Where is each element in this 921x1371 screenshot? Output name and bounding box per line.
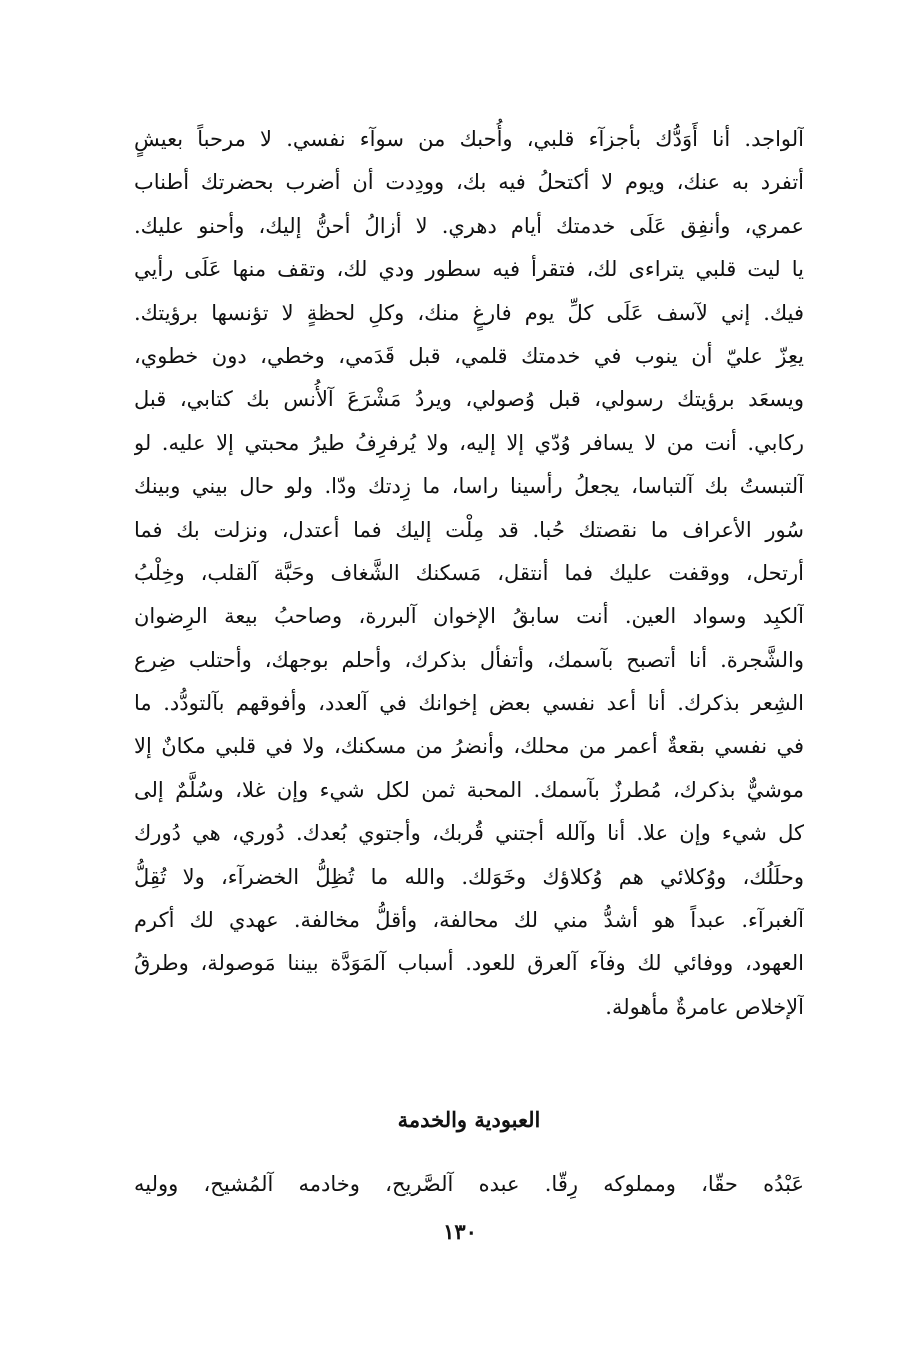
- text-line: أتفرد به عنك، ويوم لا أكتحلُ فيه بك، وودِدت أن أضرب بحضرتك أطناب: [134, 170, 804, 195]
- body-text: [134, 118, 804, 1029]
- text-line: سُور الأعراف ما نقصتك حُبا. قد مِلْت إليك فما أعتدل، ونزلت بك فما: [134, 517, 804, 542]
- page-number: ١٣٠: [443, 1219, 477, 1244]
- text-line: ويسعَد برؤيتك رسولي، قبل وُصولي، ويردُ مَشْرَعَ آلأُنس بك كتابي، قبل: [134, 387, 804, 412]
- section-heading: العبودية والخدمة: [397, 1107, 541, 1132]
- text-line: آلواجد. أنا أَوَدُّك بأجزآء قلبي، وأُحبك من سوآء نفسي. لا مرحباً بعيشٍ: [134, 127, 804, 151]
- text-line: آلتبستُ بك آلتباسا، يجعلُ رأسينا راسا، ما زِدتك ودّا. ولو حال بيني وبينك: [134, 474, 804, 499]
- section-text-line: عَبْدُه حقّا، ومملوكه رِقّا. عبده آلصَّريح، وخادمه آلمُشيح، ووليه: [134, 1172, 804, 1196]
- text-line: ركابي. أنت من لا يسافر وُدّي إلا إليه، ولا يُرفرِفُ طيرُ محبتي إلا عليه. لو: [134, 430, 804, 455]
- section-text: [134, 1163, 804, 1206]
- text-line: وحلَلُك، ووُكلائي هم وُكلاؤك وخَوَلك. والله ما تُظِلُّ الخضرآء، ولا تُقِلُّ: [134, 864, 804, 889]
- text-line: آلكبِد وسواد العين. أنت سابقُ الإخوان آلبررة، وصاحبُ بيعة الرِضوان: [134, 604, 804, 629]
- text-line: يا ليت قلبي يتراءى لك، فتقرأ فيه سطور ودي لك، وتقف منها عَلَى رأيي: [134, 257, 804, 282]
- text-line: الشِعر بذكرك. أنا أعد نفسي بعض إخوانك في آلعدد، وأفوقهم بآلتودُّد. ما: [134, 691, 804, 716]
- text-line: فيك. إني لآسف عَلَى كلِّ يوم فارغٍ منك، وكلِ لحظةٍ لا تؤنسها برؤيتك.: [134, 300, 804, 325]
- text-line: آلغبرآء. عبداً هو أشدُّ مني لك محالفة، وأقلُّ مخالفة. عهدي لك أكرم: [134, 908, 804, 933]
- text-line-last: آلإخلاص عامرةٌ مأهولة.: [605, 994, 804, 1019]
- text-line: كل شيء وإن علا. أنا وآلله أجتني قُربك، وأجتوي بُعدك. دُوري، هي دُورك: [134, 821, 804, 846]
- text-line: والشَّجرة. أنا أتصبح بآسمك، وأتفأل بذكرك، وأحلم بوجهك، وأحتلب ضِرع: [134, 647, 804, 672]
- text-line: موشيٌّ بذكرك، مُطرزٌ بآسمك. المحبة ثمن لكل شيء وإن غلا، وسُلَّمٌ إلى: [134, 777, 804, 802]
- text-line: في نفسي بقعةٌ أعمر من محلك، وأنضرُ من مسكنك، ولا في قلبي مكانٌ إلا: [134, 734, 804, 759]
- text-line: عمري، وأنفِق عَلَى خدمتك أيام دهري. لا أزالُ أحنُّ إليك، وأحنو عليك.: [134, 213, 804, 238]
- text-line: يعِزّ عليّ أن ينوب في خدمتك قلمي، قبل قَدَمي، وخطي، دون خطوي،: [134, 343, 804, 368]
- text-line: أرتحل، ووقفت عليك فما أنتقل، مَسكنك الشَّغاف وحَبَّة آلقلب، وخِلْبُ: [134, 560, 804, 585]
- text-line: العهود، ووفائي لك وفآء آلعرق للعود. أسباب آلمَوَدَّة بيننا مَوصولة، وطرقُ: [134, 951, 804, 976]
